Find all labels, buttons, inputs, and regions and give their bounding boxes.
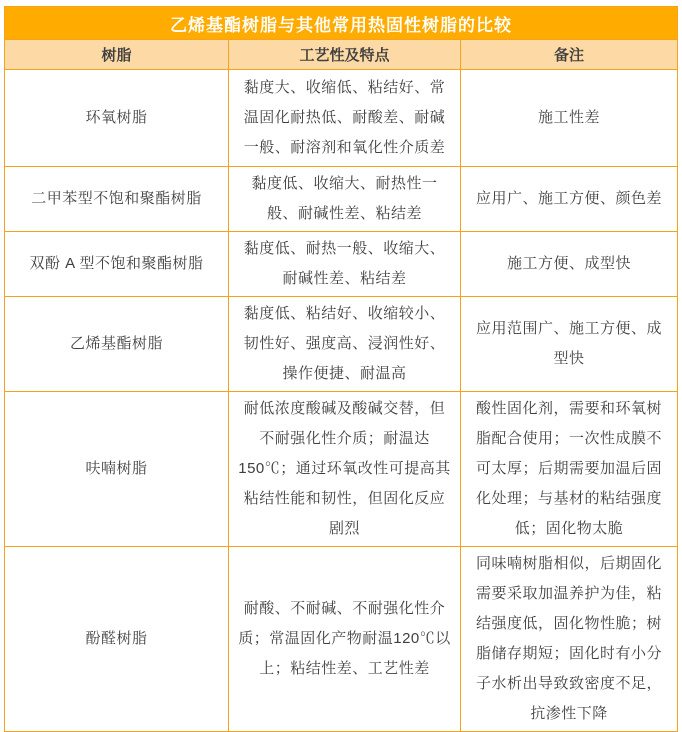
resin-comparison-table [4, 6, 678, 732]
resin-name-cell: 双酚 A 型不饱和聚酯树脂 [5, 232, 229, 297]
features-cell: 耐酸、不耐碱、不耐强化性介质；常温固化产物耐温120℃以上；粘结性差、工艺性差 [229, 547, 461, 732]
features-cell: 黏度低、收缩大、耐热性一般、耐碱性差、粘结差 [229, 167, 461, 232]
table-title: 乙烯基酯树脂与其他常用热固性树脂的比较 [5, 7, 678, 40]
features-cell: 黏度低、粘结好、收缩较小、韧性好、强度高、浸润性好、操作便捷、耐温高 [229, 297, 461, 392]
resin-name-cell: 二甲苯型不饱和聚酯树脂 [5, 167, 229, 232]
title-row [5, 7, 678, 40]
features-cell: 耐低浓度酸碱及酸碱交替，但不耐强化性介质；耐温达150℃；通过环氧改性可提高其粘结性能和韧性，但固化反应剧烈 [229, 392, 461, 547]
resin-name-cell: 环氧树脂 [5, 70, 229, 167]
features-cell: 黏度大、收缩低、粘结好、常温固化耐热低、耐酸差、耐碱一般、耐溶剂和氧化性介质差 [229, 70, 461, 167]
table-row [5, 297, 678, 392]
resin-name-cell: 呋喃树脂 [5, 392, 229, 547]
column-header-notes: 备注 [461, 40, 678, 70]
table-row [5, 392, 678, 547]
table-row [5, 547, 678, 732]
table-row [5, 167, 678, 232]
resin-name-cell: 酚醛树脂 [5, 547, 229, 732]
notes-cell: 酸性固化剂，需要和环氧树脂配合使用；一次性成膜不可太厚；后期需要加温后固化处理；与基材的粘结强度低；固化物太脆 [461, 392, 678, 547]
features-cell: 黏度低、耐热一般、收缩大、耐碱性差、粘结差 [229, 232, 461, 297]
table-row [5, 232, 678, 297]
notes-cell: 同味喃树脂相似，后期固化需要采取加温养护为佳，粘结强度低，固化物性脆；树脂储存期短；固化时有小分子水析出导致致密度不足，抗渗性下降 [461, 547, 678, 732]
notes-cell: 施工性差 [461, 70, 678, 167]
resin-name-cell: 乙烯基酯树脂 [5, 297, 229, 392]
table-row [5, 70, 678, 167]
column-header-resin: 树脂 [5, 40, 229, 70]
header-row [5, 40, 678, 70]
notes-cell: 施工方便、成型快 [461, 232, 678, 297]
notes-cell: 应用范围广、施工方便、成型快 [461, 297, 678, 392]
notes-cell: 应用广、施工方便、颜色差 [461, 167, 678, 232]
column-header-features: 工艺性及特点 [229, 40, 461, 70]
